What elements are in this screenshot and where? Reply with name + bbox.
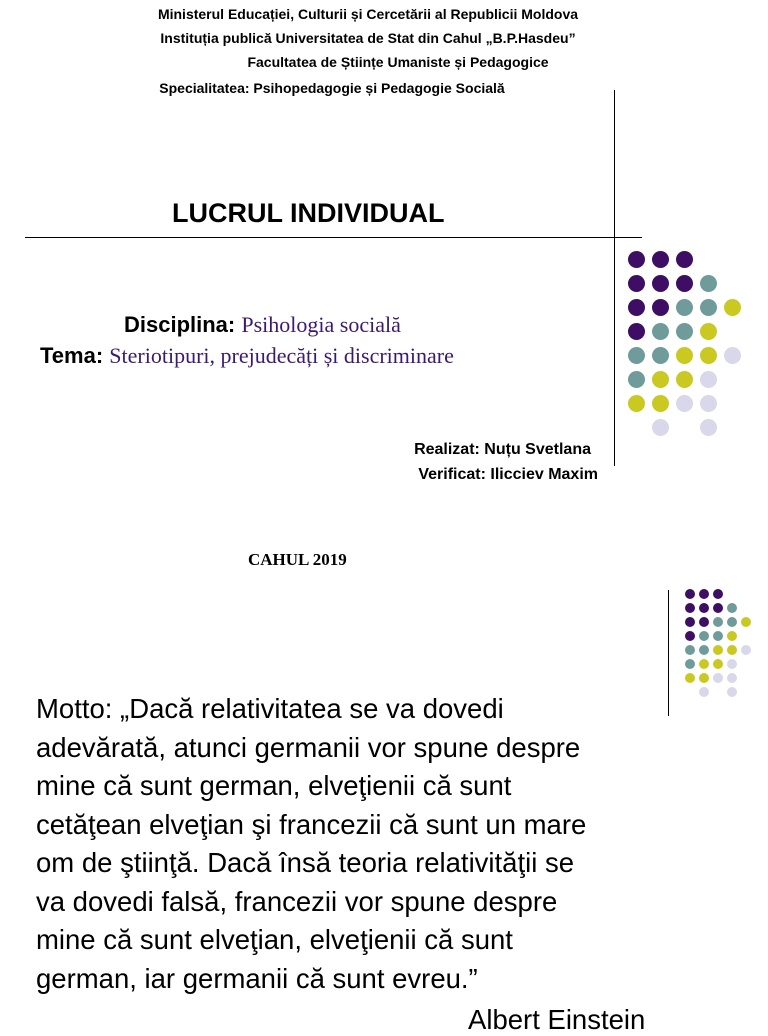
purple-dot bbox=[685, 603, 695, 613]
theme-row bbox=[40, 343, 454, 369]
lavender-dot bbox=[724, 347, 741, 364]
purple-dot bbox=[713, 589, 723, 599]
lavender-dot bbox=[727, 673, 737, 683]
purple-dot bbox=[628, 299, 645, 316]
teal-dot bbox=[727, 617, 737, 627]
motto-line: mine că sunt german, elveţienii că sunt bbox=[36, 770, 512, 801]
theme-label: Tema: bbox=[40, 343, 104, 368]
teal-dot bbox=[628, 347, 645, 364]
purple-dot bbox=[628, 323, 645, 340]
city-year: CAHUL 2019 bbox=[248, 550, 347, 569]
yellow-dot bbox=[676, 371, 693, 388]
yellow-dot bbox=[727, 631, 737, 641]
yellow-dot bbox=[713, 645, 723, 655]
header-specialty: Specialitatea: Psihopedagogie și Pedagogie Socială bbox=[159, 80, 505, 96]
purple-dot bbox=[652, 275, 669, 292]
purple-dot bbox=[685, 589, 695, 599]
yellow-dot bbox=[741, 617, 751, 627]
teal-dot bbox=[676, 323, 693, 340]
lavender-dot bbox=[727, 687, 737, 697]
motto-line: adevărată, atunci germanii vor spune despre bbox=[36, 731, 581, 763]
lavender-dot bbox=[713, 673, 723, 683]
purple-dot bbox=[699, 617, 709, 627]
yellow-dot bbox=[699, 659, 709, 669]
purple-dot bbox=[685, 631, 695, 641]
lavender-dot bbox=[700, 395, 717, 412]
motto-line: cetăţean elveţian şi francezii că sunt un mare bbox=[36, 808, 587, 840]
purple-dot bbox=[676, 251, 693, 268]
discipline-value: Psihologia socială bbox=[241, 312, 401, 337]
lavender-dot bbox=[676, 395, 693, 412]
reviewer-credit: Verificat: Ilicciev Maxim bbox=[418, 466, 598, 483]
page-title: LUCRUL INDIVIDUAL bbox=[172, 198, 445, 228]
lavender-dot bbox=[699, 687, 709, 697]
teal-dot bbox=[700, 299, 717, 316]
yellow-dot bbox=[676, 347, 693, 364]
motto-quote bbox=[36, 690, 696, 998]
teal-dot bbox=[685, 659, 695, 669]
motto-line: va dovedi falsă, francezii vor spune despre bbox=[36, 885, 558, 917]
teal-dot bbox=[713, 617, 723, 627]
motto-line: german, iar germanii că sunt evreu.” bbox=[36, 962, 478, 994]
teal-dot bbox=[628, 371, 645, 388]
motto-line: Motto: „Dacă relativitatea se va dovedi bbox=[36, 693, 504, 724]
theme-value: Steriotipuri, prejudecăți și discriminare bbox=[109, 343, 454, 368]
purple-dot bbox=[685, 617, 695, 627]
yellow-dot bbox=[685, 673, 695, 683]
yellow-dot bbox=[727, 645, 737, 655]
vertical-divider bbox=[614, 90, 615, 466]
yellow-dot bbox=[652, 371, 669, 388]
lavender-dot bbox=[741, 645, 751, 655]
discipline-label: Disciplina bbox=[124, 312, 228, 337]
teal-dot bbox=[652, 323, 669, 340]
purple-dot bbox=[713, 603, 723, 613]
header-faculty: Facultatea de Științe Umaniste și Pedagogice bbox=[247, 54, 549, 70]
horizontal-divider bbox=[25, 237, 642, 238]
lavender-dot bbox=[700, 419, 717, 436]
lavender-dot bbox=[700, 371, 717, 388]
teal-dot bbox=[676, 299, 693, 316]
lavender-dot bbox=[652, 419, 669, 436]
teal-dot bbox=[713, 631, 723, 641]
yellow-dot bbox=[700, 347, 717, 364]
purple-dot bbox=[628, 251, 645, 268]
yellow-dot bbox=[652, 395, 669, 412]
purple-dot bbox=[699, 603, 709, 613]
author-credit: Realizat: Nuțu Svetlana bbox=[414, 441, 591, 458]
yellow-dot bbox=[700, 323, 717, 340]
yellow-dot bbox=[699, 673, 709, 683]
yellow-dot bbox=[628, 395, 645, 412]
motto-author: Albert Einstein bbox=[468, 1004, 646, 1035]
yellow-dot bbox=[724, 299, 741, 316]
teal-dot bbox=[727, 603, 737, 613]
lavender-dot bbox=[727, 659, 737, 669]
header-university: Instituția publică Universitatea de Stat din Cahul „B.P.Hasdeu” bbox=[160, 30, 576, 46]
purple-dot bbox=[652, 299, 669, 316]
purple-dot bbox=[699, 589, 709, 599]
purple-dot bbox=[676, 275, 693, 292]
teal-dot bbox=[700, 275, 717, 292]
teal-dot bbox=[652, 347, 669, 364]
yellow-dot bbox=[713, 659, 723, 669]
teal-dot bbox=[685, 645, 695, 655]
teal-dot bbox=[699, 645, 709, 655]
discipline-row bbox=[124, 312, 401, 338]
teal-dot bbox=[699, 631, 709, 641]
motto-line: om de ştiinţă. Dacă însă teoria relativităţii se bbox=[36, 847, 575, 878]
purple-dot bbox=[652, 251, 669, 268]
discipline-colon: : bbox=[227, 312, 242, 337]
purple-dot bbox=[628, 275, 645, 292]
header-ministry: Ministerul Educației, Culturii și Cercetării al Republicii Moldova bbox=[157, 6, 579, 22]
motto-line: mine că sunt elveţian, elveţienii că sunt bbox=[36, 924, 513, 955]
